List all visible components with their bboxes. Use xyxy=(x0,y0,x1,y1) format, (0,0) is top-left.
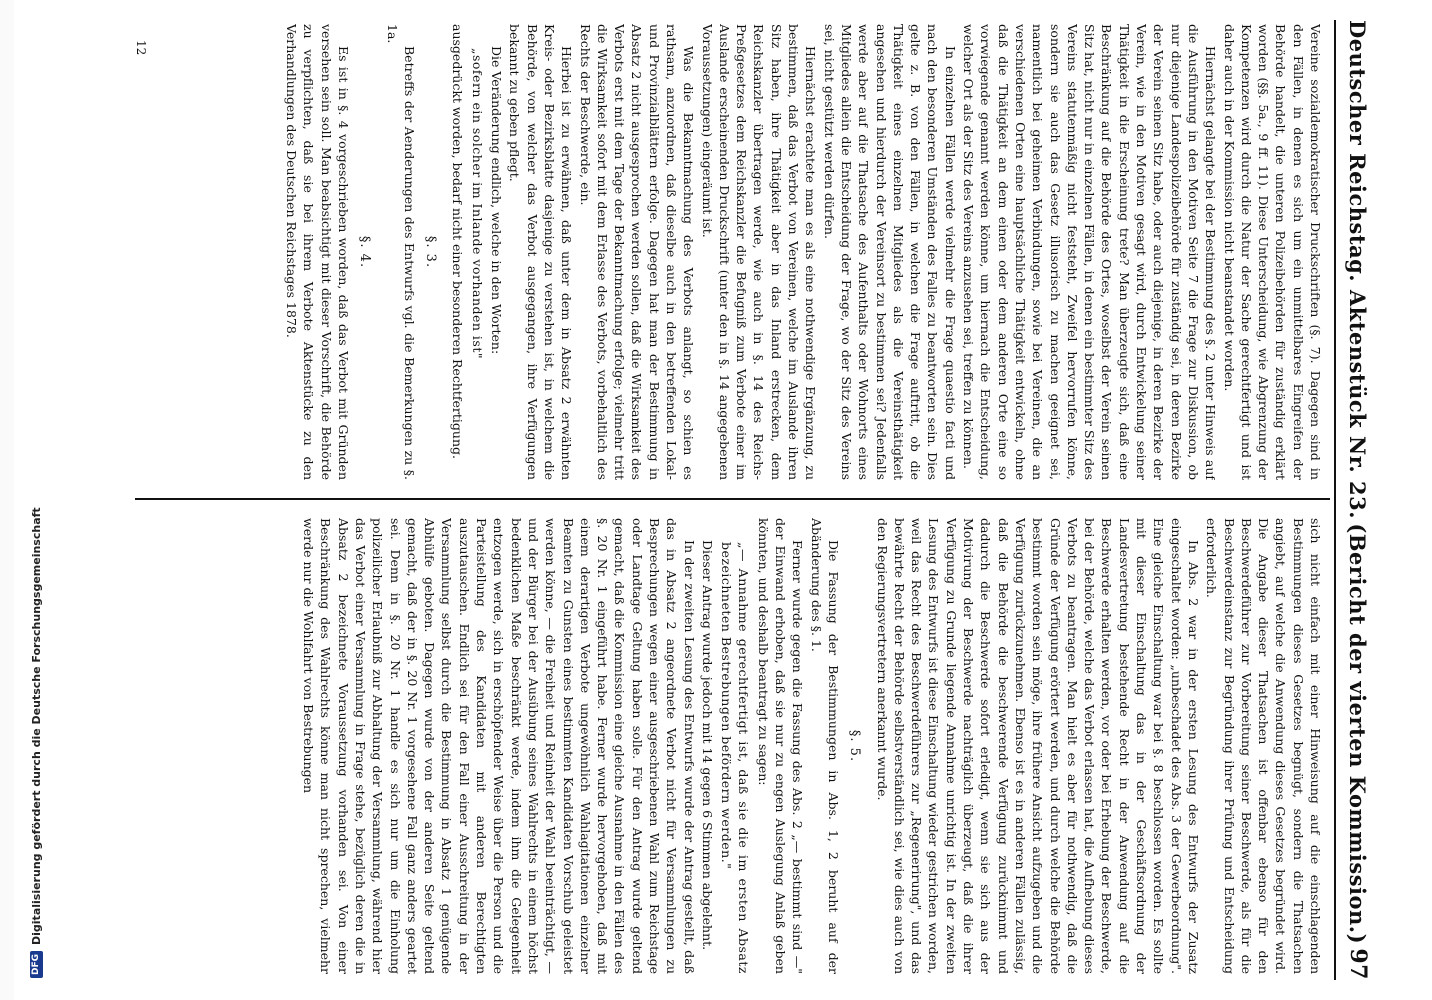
page-number: 97 xyxy=(1345,948,1371,980)
scan-edge xyxy=(0,0,14,1000)
paragraph: In Abs. 2 war in der ersten Lesung des Entwurfs der Zusatz eingeschaltet worden: „unbeschadet des Abs. 3 der Gewerbeordnung". Eine gleiche Einschaltung war bei §. 8 beschlossen worden. Es sollte mit dieser Einschaltung das in der Geschäftsordnung der Landesvertretung bestehende Recht in der Anwendung auf die Beschwerde erhalten werden, vor oder bei Erhebung der Beschwerde, bei der Behörde, welche das Verbot erlassen hat, die Aufhebung dieses Verbots zu beantragen. Man hielt es aber für nothwendig, daß die Gründe der Verfügung erörtert werden, und durch welche die Behörde bestimmt worden sein möge, ihre frühere Ansicht aufzugeben und die Verfügung zurückzunehmen. Ebenso ist es in anderen Fällen zulässig, daß die Behörde die beschwerende Verfügung zurücknimmt und dadurch die Beschwerde sofort erledigt, wenn sie sich aus der Motivirung der Beschwerde nachträglich überzeugt, daß die ihrer Verfügung zu Grunde liegende Annahme unrichtig ist. In der zweiten Lesung des Entwurfs ist diese Einschaltung wieder gestrichen worden, weil das Recht des Beschwerdeführers zur „Regenerirung", und das bewährte Recht der Behörde selbstverständlich sei, wie dies auch von den Regierungsvertretern anerkannt wurde. xyxy=(874,518,1201,974)
right-column xyxy=(134,518,1324,974)
paragraph: Vereine sozialdemokratischer Druckschriften (§. 7). Dagegen sind in den Fällen, in denen es sich um ein unmittelbares Eingreifen der Behörde handelt, die unteren Polizeibehörden für zuständig erklärt worden (§§. 5a., 9 ff. 11). Diese Unterscheidung, wie Abgrenzung der Kompetenzen wird durch die Natur der Sache gerechtfertigt und ist daher auch in der Kommission nicht beanstandet worden. xyxy=(1221,24,1323,480)
page-header-title: Deutscher Reichstag. Aktenstück Nr. 23. xyxy=(1345,20,1371,520)
paragraph: Hiernächst gelangte bei der Bestimmung des §. 2 unter Hinweis auf die Ausführung in den Motiven Seite 7 die Frage zur Diskussion, ob nur diejenige Landespolizeibehörde für zuständig sei, in deren Bezirke der Verein seinen Sitz habe, oder auch diejenige, in deren Bezirke der Verein, wie in den Motiven gesagt wird, durch Entwickelung seiner Thätigkeit in die Erscheinung trete? Man überzeugte sich, daß eine Beschränkung auf die Behörde des Ortes, woselbst der Verein seinen Sitz hat, nicht nur in einzelnen Fällen, in denen ein bestimmter Sitz des Vereins statutenmäßig nicht feststeht, Zweifel hervorrufen könne, sondern sie auch das Gesetz illusorisch zu machen geeignet sei, namentlich bei geheimen Verbindungen, sowie bei Vereinen, die an verschiedenen Orten eine hauptsächliche Thätigkeit entwickeln, ohne daß die Thätigkeit an dem einen oder dem anderen Orte eine so vorwiegende genannt werden könne, um hiernach die Entscheidung, welcher Ort als der Sitz des Vereins anzusehen sei, treffen zu können. xyxy=(961,24,1219,480)
digitization-credit xyxy=(26,0,54,1000)
page-header-subtitle: (Bericht der vierten Kommission.) xyxy=(1345,523,1371,945)
paragraph: Es ist in §. 4 vorgeschrieben worden, daß das Verbot mit Gründen versehen sein soll. Man beabsichtigt mit dieser Vorschrift, die Behörde zu verpflichten, daß sie bei ihrem Verbote Aktenstücke zu den Verhandlungen des Deutschen Reichstages 1878. xyxy=(284,24,351,480)
section-heading: §. 4. xyxy=(357,235,373,269)
dfg-logo: DFG xyxy=(30,951,43,978)
paragraph: In der zweiten Lesung des Entwurfs wurde der Antrag gestellt, daß das in Absatz 2 angeordnete Verbot nicht für Versammlungen zu Besprechungen wegen einer ausgeschriebenen Wahl zum Reichstage oder Landtage Geltung haben solle. Für den Antrag wurde geltend gemacht, daß die Kommission eine gleiche Ausnahme in den Fällen des §. 20 Nr. 1 eingeführt habe. Ferner wurde hervorgehoben, daß mit einem derartigen Verbote ungewöhnlich Wahlagitationen einzelner Beamten zu Gunsten eines bestimmten Kandidaten Vorschub geleistet werden könne, — die Freiheit und Reinheit der Wahl beeinträchtigt, — und der Bürger bei der Ausübung seines Wahlrechts in einem höchst bedenklichen Maße beschränkt werde, indem ihm die Gelegenheit entzogen werde, sich in erschöpfender Weise über die Person und die Parteistellung des Kandidaten mit anderen Berechtigten auszutauschen. Endlich sei für den Fall einer Ausschreitung in der Versammlung selbst durch die Bestimmung in Absatz 1 genügende Abhülfe geboten. Dagegen wurde von der anderen Seite geltend gemacht, daß der in §. 20 Nr. 1 vorgesehene Fall ganz anders geartet sei. Denn in §. 20 Nr. 1 handle es sich nur um die Einholung polizeilicher Erlaubniß zur Abhaltung der Versammlung, während hier das Verbot einer Versammlung in Frage stehe, bezüglich deren die in Absatz 2 bezeichnete Voraussetzung vorhanden sei. Von einer Beschränkung des Wahlrechts könne man nicht sprechen, vielmehr werde nur die Wohlfahrt von Bestrebungen xyxy=(301,518,697,974)
paragraph: Hierbei ist zu erwähnen, daß unter dem in Absatz 2 erwähnten Kreis- oder Bezirksblatte dasjenige zu verstehen ist, in welchem die Behörde, von welcher das Verbot ausgegangen, ihre Verfügungen bekannt zu geben pflegt. xyxy=(507,24,575,480)
paragraph: ausgedrückt worden, bedarf nicht einer besonderen Rechtfertigung. xyxy=(450,24,466,459)
sheet-number: 12 xyxy=(134,40,148,56)
paragraph: Ferner wurde gegen die Fassung des Abs. 2 „— bestimmt sind —" der Einwand erhoben, daß sie nur zu engen Auslegung Anlaß geben könnten, und deshalb beantragt zu sagen: xyxy=(755,518,806,974)
quoted-text: „sofern ein solcher im Inlande vorhanden ist" xyxy=(469,48,485,360)
paragraph: Betreffs der Aenderungen des Entwurfs vgl. die Bemerkungen zu §. 1a. xyxy=(384,24,417,480)
scanned-page xyxy=(120,0,1400,1000)
paragraph: Die Veränderung endlich, welche in den Worten: xyxy=(489,46,505,355)
quoted-text: „— Annahme gerechtfertigt ist, daß sie die im ersten Absatz bezeichneten Bestrebungen befördern werden." xyxy=(719,542,752,974)
header-rule xyxy=(1334,20,1336,980)
page-header xyxy=(1340,20,1376,980)
paragraph: Dieser Antrag wurde jedoch mit 14 gegen 6 Stimmen abgelehnt. xyxy=(699,540,715,951)
paragraph: In einzelnen Fällen werde vielmehr die Frage quaestio facti und nach den besonderen Umständen des Falles zu beantworten sein. Dies gelte z. B. von den Fällen, in welchen die Frage auftritt, ob die Thätigkeit eines einzelnen Mitgliedes als die Vereinsthätigkeit angesehen und hierdurch der Vereinsort zu bestimmen sei? Jedenfalls werde aber auf die Thatsache des Aufenthalts oder Wohnorts eines Mitgliedes allein die Entscheidung der Frage, wo der Sitz des Vereins sei, nicht gestützt werden dürfen. xyxy=(821,24,958,480)
column-divider xyxy=(135,498,1330,500)
paragraph: Was die Bekanntmachung des Verbots anlangt, so schien es rathsam, anzuordnen, daß dieselbe auch in den betreffenden Lokal- und Provinzialblättern erfolge. Dagegen hat man der Bestimmung in Absatz 2 nicht ausgesprochen werden sollen, daß die Wirksamkeit des Verbots erst mit dem Tage der Bekanntmachung erfolge; vielmehr tritt die Wirksamkeit sofort mit dem Erlasse des Verbots, vorbehaltlich des Rechts der Beschwerde, ein. xyxy=(577,24,697,480)
left-column xyxy=(134,24,1324,480)
paragraph: Die Fassung der Bestimmungen in Abs. 1, 2 beruht auf der Abänderung des §. 1. xyxy=(808,518,841,974)
section-heading: §. 3. xyxy=(423,235,439,269)
digitization-note: Digitalisierung gefördert durch die Deutsche Forschungsgemeinschaft xyxy=(29,507,43,945)
paragraph: sich nicht einfach mit einer Hinweisung auf die einschlagenden Bestimmungen dieses Gesetzes begnügt, sondern die Thatsachen angiebt, auf welche die Anwendung dieses Gesetzes begründet wird. Die Angabe dieser Thatsachen ist offenbar ebenso für den Beschwerdeführer zur Vorbereitung seiner Beschwerde, als für die Beschwerdeinstanz zur Begründung ihrer Prüfung und Entscheidung erforderlich. xyxy=(1204,518,1323,974)
section-heading: §. 5. xyxy=(847,729,863,763)
paragraph: Hiernächst erachtete man es als eine nothwendige Ergänzung, zu bestimmen, daß das Verbot von Vereinen, welche im Auslande ihren Sitz haben, ihre Thätigkeit aber in das Inland erstrecken, dem Reichskanzler übertragen werde, wie auch in §. 14 des Reichs-Preßgesetzes dem Reichskanzler die Befugniß zum Verbote einer im Auslande erscheinenden Druckschrift (unter den in §. 14 angegebenen Voraussetzungen) eingeräumt ist. xyxy=(699,24,819,480)
